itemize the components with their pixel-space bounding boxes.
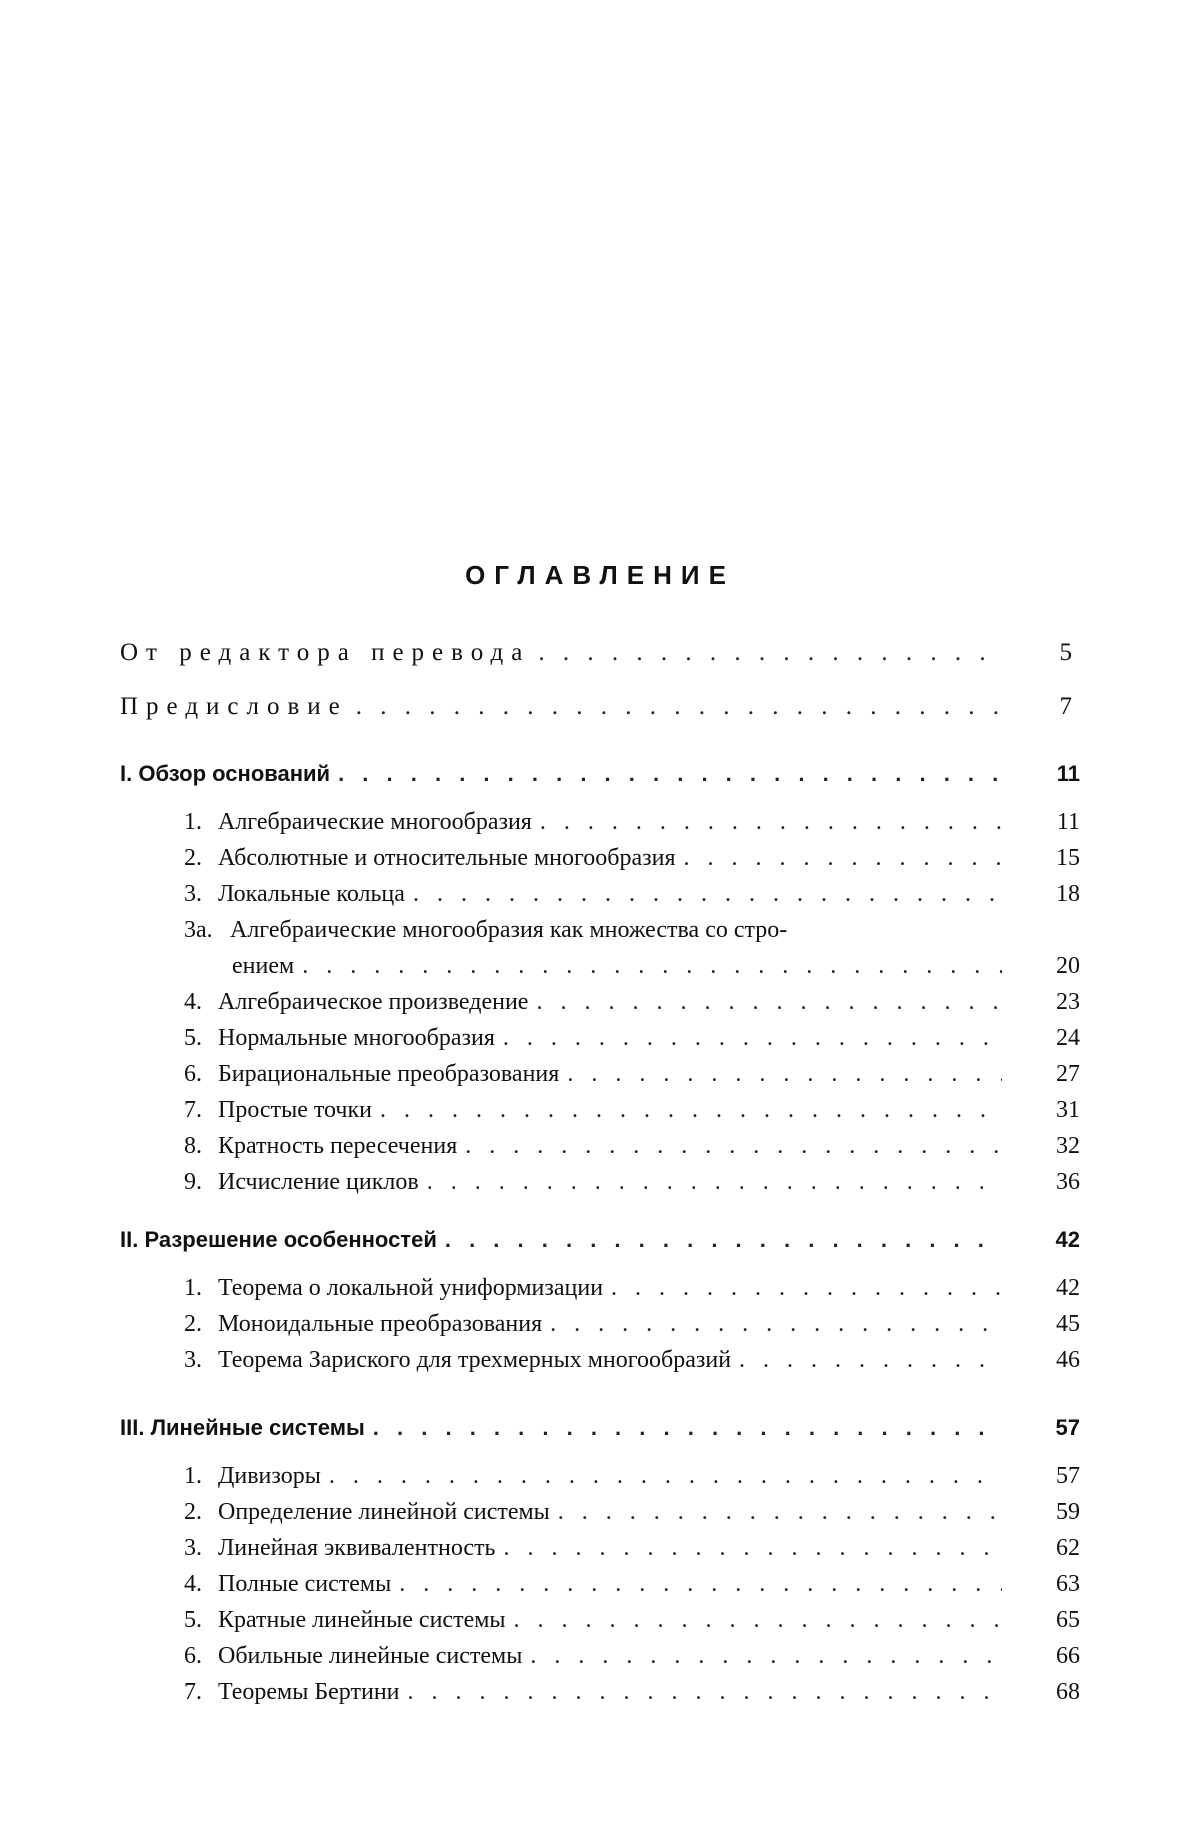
toc-section-wrapped-line2[interactable] xyxy=(120,948,1080,984)
dot-leader xyxy=(373,1410,1002,1446)
toc-section[interactable] xyxy=(120,1638,1080,1674)
chapter-title: Обзор оснований xyxy=(138,761,331,786)
dot-leader xyxy=(329,1458,1002,1494)
section-number: 6. xyxy=(184,1061,202,1087)
section-number: 1. xyxy=(184,809,202,835)
toc-section[interactable] xyxy=(120,1494,1080,1530)
section-title: Теорема о локальной униформизации xyxy=(218,1275,604,1301)
toc-section[interactable] xyxy=(120,1674,1080,1710)
section-title: Моноидальные преобразования xyxy=(218,1311,543,1337)
dot-leader xyxy=(503,1020,1002,1056)
toc-entry-page: 15 xyxy=(1056,845,1080,871)
toc-entry-page: 65 xyxy=(1056,1607,1080,1633)
section-number: 3. xyxy=(184,1347,202,1373)
chapter-title: Линейные системы xyxy=(150,1415,365,1440)
dot-leader xyxy=(338,756,1002,792)
toc-chapter-3[interactable] xyxy=(120,1410,1080,1446)
dot-leader xyxy=(550,1306,1002,1342)
section-number: 5. xyxy=(184,1025,202,1051)
toc-section[interactable] xyxy=(120,1164,1080,1200)
toc-entry-page: 62 xyxy=(1056,1535,1080,1561)
section-number: 6. xyxy=(184,1643,202,1669)
toc-section[interactable] xyxy=(120,1602,1080,1638)
dot-leader xyxy=(465,1128,1002,1164)
toc-entry-page: 31 xyxy=(1056,1097,1080,1123)
toc-section[interactable] xyxy=(120,1128,1080,1164)
dot-leader xyxy=(380,1092,1002,1128)
dot-leader xyxy=(739,1342,1002,1378)
section-number: 7. xyxy=(184,1679,202,1705)
toc-section[interactable] xyxy=(120,1020,1080,1056)
toc-entry-page: 20 xyxy=(1056,953,1080,979)
dot-leader xyxy=(445,1222,1002,1258)
toc-section[interactable] xyxy=(120,1530,1080,1566)
dot-leader xyxy=(611,1270,1002,1306)
chapter-heading xyxy=(120,756,330,792)
toc-entry-label: Предисловие xyxy=(120,693,348,720)
dot-leader xyxy=(514,1602,1002,1638)
dot-leader xyxy=(558,1494,1002,1530)
toc-entry-page: 59 xyxy=(1056,1499,1080,1525)
section-title: Кратность пересечения xyxy=(218,1133,458,1159)
toc-section[interactable] xyxy=(120,840,1080,876)
chapter-number: II. xyxy=(120,1227,139,1252)
section-title: Алгебраическое произведение xyxy=(218,989,529,1015)
dot-leader xyxy=(413,876,1002,912)
chapter-heading xyxy=(120,1222,437,1258)
toc-entry-page: 23 xyxy=(1056,989,1080,1015)
section-number: 4. xyxy=(184,1571,202,1597)
dot-leader xyxy=(408,1674,1003,1710)
section-title: Простые точки xyxy=(218,1097,372,1123)
section-number: 2. xyxy=(184,845,202,871)
section-title: Алгебраические многообразия xyxy=(218,809,532,835)
toc-entry-page: 46 xyxy=(1056,1347,1080,1373)
section-title: Кратные линейные системы xyxy=(218,1607,506,1633)
chapter-title: Разрешение особенностей xyxy=(144,1227,437,1252)
section-title: Дивизоры xyxy=(218,1463,321,1489)
table-of-contents xyxy=(120,626,1080,1710)
toc-section[interactable] xyxy=(120,1458,1080,1494)
toc-chapter-2[interactable] xyxy=(120,1222,1080,1258)
section-title: Исчисление циклов xyxy=(218,1169,419,1195)
toc-entry-page: 66 xyxy=(1056,1643,1080,1669)
section-number: 2. xyxy=(184,1499,202,1525)
toc-entry-page: 5 xyxy=(1059,639,1080,666)
toc-entry-page: 57 xyxy=(1056,1463,1080,1489)
section-number: 5. xyxy=(184,1607,202,1633)
toc-section[interactable] xyxy=(120,1092,1080,1128)
toc-entry-page: 11 xyxy=(1056,761,1080,786)
dot-leader xyxy=(530,1638,1002,1674)
page-title: ОГЛАВЛЕНИЕ xyxy=(465,560,735,590)
section-number: 7. xyxy=(184,1097,202,1123)
toc-entry-page: 36 xyxy=(1056,1169,1080,1195)
toc-section-wrapped-line1[interactable] xyxy=(120,912,1080,948)
chapter-number: III. xyxy=(120,1415,145,1440)
section-number: 1. xyxy=(184,1463,202,1489)
dot-leader xyxy=(567,1056,1002,1092)
section-title: Теоремы Бертини xyxy=(218,1679,400,1705)
toc-section[interactable] xyxy=(120,1306,1080,1342)
toc-entry-page: 24 xyxy=(1056,1025,1080,1051)
section-title: Полные системы xyxy=(218,1571,392,1597)
section-title-line2: ением xyxy=(232,953,295,979)
dot-leader xyxy=(538,626,1002,680)
toc-entry-page: 63 xyxy=(1056,1571,1080,1597)
toc-entry-page: 57 xyxy=(1055,1415,1080,1440)
dot-leader xyxy=(302,948,1002,984)
toc-entry-page: 27 xyxy=(1056,1061,1080,1087)
toc-entry-page: 45 xyxy=(1056,1311,1080,1337)
toc-entry-editor-preface[interactable] xyxy=(120,626,1080,680)
section-number: 4. xyxy=(184,989,202,1015)
section-title: Нормальные многообразия xyxy=(218,1025,495,1051)
toc-entry-label: От редактора перевода xyxy=(120,639,531,666)
dot-leader xyxy=(536,984,1002,1020)
section-title: Теорема Зариского для трехмерных многообразий xyxy=(218,1347,732,1373)
section-number: 9. xyxy=(184,1169,202,1195)
chapter-heading xyxy=(120,1410,365,1446)
dot-leader xyxy=(504,1530,1003,1566)
toc-entry-page: 32 xyxy=(1056,1133,1080,1159)
toc-entry-preface[interactable] xyxy=(120,680,1080,734)
section-title-line1: Алгебраические многообразия как множества со стро- xyxy=(230,917,788,943)
toc-section[interactable] xyxy=(120,984,1080,1020)
chapter-number: I. xyxy=(120,761,133,786)
section-number: 3. xyxy=(184,1535,202,1561)
dot-leader xyxy=(427,1164,1002,1200)
toc-chapter-1[interactable] xyxy=(120,756,1080,792)
section-title: Линейная эквивалентность xyxy=(218,1535,496,1561)
toc-section[interactable] xyxy=(120,804,1080,840)
toc-entry-page: 42 xyxy=(1055,1227,1080,1252)
toc-entry-page: 18 xyxy=(1056,881,1080,907)
dot-leader xyxy=(540,804,1002,840)
toc-section[interactable] xyxy=(120,876,1080,912)
spacer xyxy=(120,1378,1080,1388)
toc-entry-page: 7 xyxy=(1059,693,1080,720)
toc-section[interactable] xyxy=(120,1566,1080,1602)
toc-entry-page: 68 xyxy=(1056,1679,1080,1705)
dot-leader xyxy=(356,680,1002,734)
dot-leader xyxy=(399,1566,1002,1602)
section-number: 3. xyxy=(184,881,202,907)
toc-entry-page: 11 xyxy=(1056,809,1080,835)
section-number: 1. xyxy=(184,1275,202,1301)
section-number: 8. xyxy=(184,1133,202,1159)
dot-leader xyxy=(684,840,1003,876)
section-title: Абсолютные и относительные многообразия xyxy=(218,845,676,871)
toc-section[interactable] xyxy=(120,1342,1080,1378)
section-title: Локальные кольца xyxy=(218,881,405,907)
section-number: 2. xyxy=(184,1311,202,1337)
section-title: Бирациональные преобразования xyxy=(218,1061,560,1087)
toc-section[interactable] xyxy=(120,1056,1080,1092)
toc-entry-page: 42 xyxy=(1056,1275,1080,1301)
section-title: Определение линейной системы xyxy=(218,1499,550,1525)
section-number: 3а. xyxy=(184,917,213,943)
toc-section[interactable] xyxy=(120,1270,1080,1306)
section-title: Обильные линейные системы xyxy=(218,1643,523,1669)
